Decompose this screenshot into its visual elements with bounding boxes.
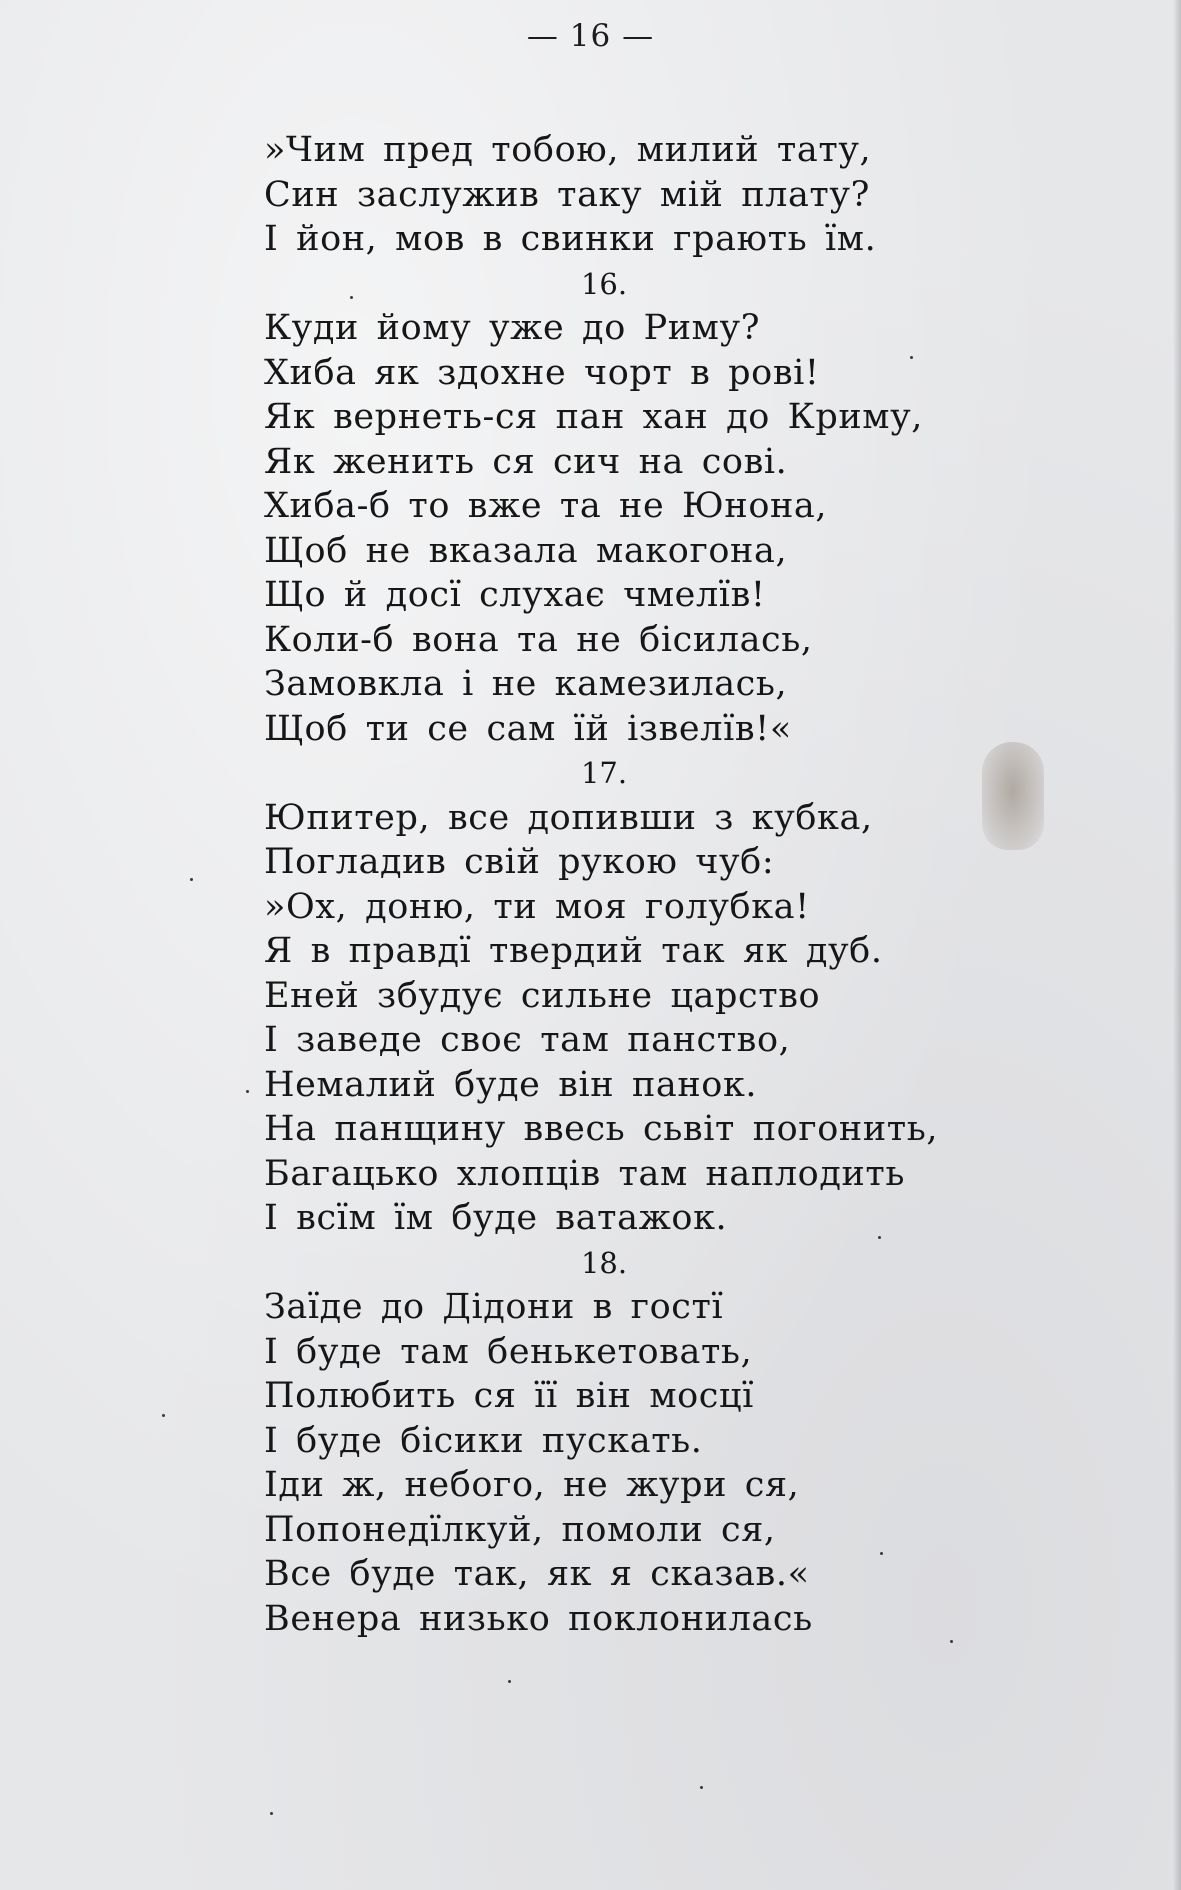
verse-line: Коли-б вона та не бісилась, — [264, 619, 813, 660]
verse-line: Полюбить ся її він мосцї — [264, 1376, 754, 1416]
paper-speck — [878, 1236, 881, 1239]
paper-speck — [350, 296, 353, 299]
verse-line: Еней збудує сильне царство — [264, 975, 821, 1016]
verse-line: Щоб не вказала макогона, — [264, 530, 788, 571]
poem-text — [264, 128, 1024, 1641]
verse-line: Погладив свій рукою чуб: — [264, 842, 775, 882]
verse-line: І заведе своє там панство, — [264, 1020, 791, 1060]
verse-line: Іди ж, небого, не жури ся, — [264, 1465, 800, 1505]
paper-speck — [700, 1786, 703, 1789]
stanza-number: 17. — [580, 756, 628, 790]
verse-line: І всїм їм буде ватажок. — [264, 1198, 728, 1238]
verse-line: Син заслужив таку мій плату? — [264, 174, 870, 215]
verse-line: Як женить ся сич на сові. — [264, 441, 788, 482]
verse-line: Попонедїлкуй, помоли ся, — [264, 1509, 776, 1550]
verse-line: Замовкла і не камезилась, — [264, 664, 788, 704]
verse-line: І буде бісики пускать. — [264, 1420, 703, 1461]
paper-speck — [910, 356, 913, 359]
verse-line: »Чим пред тобою, милий тату, — [264, 130, 872, 170]
stanza-number: 18. — [580, 1245, 628, 1280]
paper-speck — [508, 1680, 511, 1683]
verse-line: Я в правдї твердий так як дуб. — [264, 931, 883, 971]
verse-line: Хиба як здохне чорт в рові! — [264, 352, 820, 393]
verse-line: Куди йому уже до Риму? — [264, 308, 761, 348]
paper-speck — [246, 1090, 249, 1093]
verse-line: Хиба-б то вже та не Юнона, — [264, 486, 828, 526]
paper-speck — [162, 1414, 165, 1417]
verse-line: На панщину ввесь сьвіт погонить, — [264, 1109, 939, 1149]
verse-line: Що й досї слухає чмелїв! — [264, 575, 766, 615]
paper-speck — [190, 878, 193, 881]
verse-line: І буде там бенькетовать, — [264, 1331, 753, 1372]
paper-speck — [270, 1812, 273, 1815]
paper-speck — [880, 1552, 883, 1555]
verse-line: Немалий буде він панок. — [264, 1064, 758, 1105]
paper-speck — [950, 1640, 953, 1643]
verse-line: Заїде до Дідони в гостї — [264, 1287, 724, 1327]
page-number: — 16 — — [526, 18, 655, 54]
verse-line: І йон, мов в свинки грають їм. — [264, 219, 877, 259]
verse-line: Все буде так, як я сказав.« — [264, 1554, 810, 1594]
verse-line: Щоб ти се сам їй ізвелїв!« — [264, 708, 792, 749]
verse-line: Юпитер, все допивши з кубка, — [264, 797, 873, 838]
verse-line: Багацько хлопців там наплодить — [264, 1153, 906, 1194]
verse-line: Венера низько поклонилась — [264, 1598, 813, 1639]
verse-line: Як вернеть-ся пан хан до Криму, — [264, 397, 923, 437]
stanza-number: 16. — [580, 266, 628, 301]
page-edge-shadow — [1173, 0, 1181, 1890]
verse-line: »Ох, доню, ти моя голубка! — [264, 886, 810, 927]
